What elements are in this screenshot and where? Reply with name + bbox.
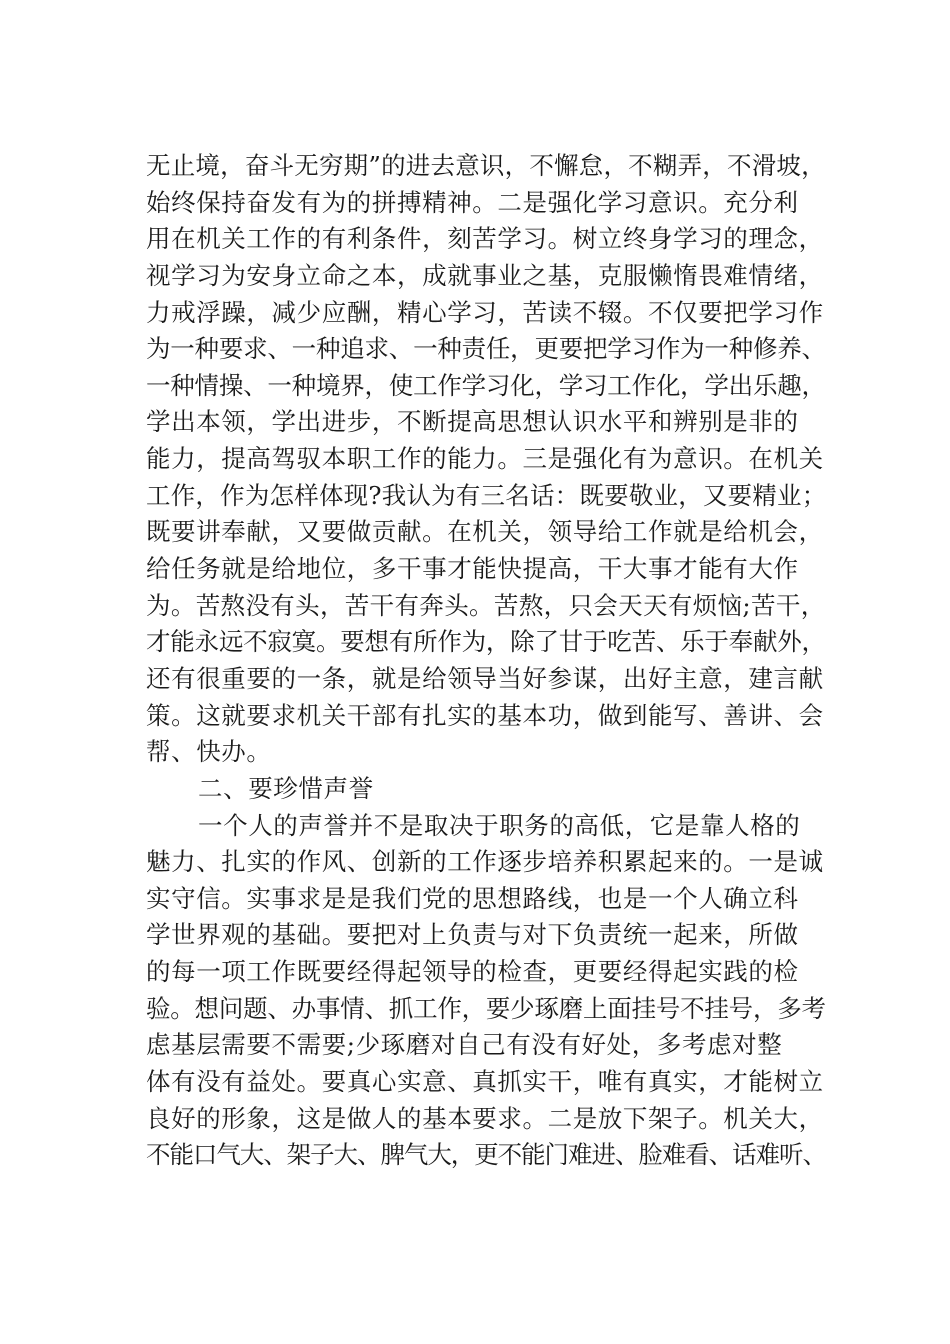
text-line: 策。这就要求机关干部有扎实的基本功，做到能写、善讲、会 <box>146 700 824 730</box>
document-body <box>146 148 826 1174</box>
text-line: 力戒浮躁，减少应酬，精心学习，苦读不辍。不仅要把学习作 <box>146 297 824 327</box>
text-line: 始终保持奋发有为的拼搏精神。二是强化学习意识。充分利 <box>146 187 799 217</box>
text-line: 魅力、扎实的作风、创新的工作逐步培养积累起来的。一是诚 <box>146 847 824 877</box>
text-line: 良好的形象，这是做人的基本要求。二是放下架子。机关大， <box>146 1103 824 1133</box>
text-line: 虑基层需要不需要;少琢磨对自己有没有好处，多考虑对整 <box>146 1030 783 1060</box>
text-line: 用在机关工作的有利条件，刻苦学习。树立终身学习的理念， <box>146 224 824 254</box>
text-line: 验。想问题、办事情、抓工作，要少琢磨上面挂号不挂号，多考 <box>146 993 826 1023</box>
text-line: 无止境，奋斗无穷期”的进去意识，不懈怠，不糊弄，不滑坡， <box>146 151 826 180</box>
text-line: 体有没有益处。要真心实意、真抓实干，唯有真实，才能树立 <box>146 1067 824 1097</box>
text-line: 的每一项工作既要经得起领导的检查，更要经得起实践的检 <box>146 957 799 987</box>
text-line: 为一种要求、一种追求、一种责任，更要把学习作为一种修养、 <box>146 334 826 364</box>
text-line: 不能口气大、架子大、脾气大，更不能门难进、脸难看、话难听、 <box>146 1140 826 1170</box>
text-line: 能力，提高驾驭本职工作的能力。三是强化有为意识。在机关 <box>146 444 824 474</box>
text-line: 学世界观的基础。要把对上负责与对下负责统一起来，所做 <box>146 920 799 950</box>
section-heading: 二、要珍惜声誉 <box>198 773 374 803</box>
text-line: 才能永远不寂寞。要想有所作为，除了甘于吃苦、乐于奉献外， <box>146 627 826 657</box>
text-line: 一种情操、一种境界，使工作学习化，学习工作化，学出乐趣， <box>146 370 826 400</box>
text-line: 给任务就是给地位，多干事才能快提高，干大事才能有大作 <box>146 554 799 584</box>
text-line: 既要讲奉献，又要做贡献。在机关，领导给工作就是给机会， <box>146 517 824 547</box>
text-line: 帮、快办。 <box>146 737 272 767</box>
text-line: 工作，作为怎样体现?我认为有三名话：既要敬业，又要精业； <box>146 480 827 510</box>
text-line: 学出本领，学出进步，不断提高思想认识水平和辨别是非的 <box>146 407 799 437</box>
text-line: 视学习为安身立命之本，成就事业之基，克服懒惰畏难情绪， <box>146 260 824 290</box>
text-line: 为。苦熬没有头，苦干有奔头。苦熬，只会天天有烦恼;苦干， <box>146 590 826 620</box>
text-line: 实守信。实事求是是我们党的思想路线，也是一个人确立科 <box>146 883 799 913</box>
text-line: 还有很重要的一条，就是给领导当好参谋，出好主意，建言献 <box>146 663 824 693</box>
text-line: 一个人的声誉并不是取决于职务的高低，它是靠人格的 <box>198 810 801 840</box>
